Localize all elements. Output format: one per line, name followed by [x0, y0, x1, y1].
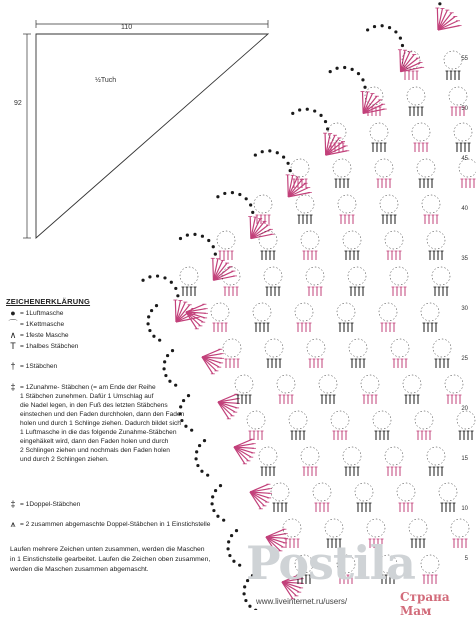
chain-dot: [326, 127, 329, 130]
chain-loop: [427, 231, 445, 249]
chain-loop: [421, 303, 439, 321]
chain-loop: [211, 303, 229, 321]
chain-dot: [203, 439, 206, 442]
legend-item-half-double: T = 1halbes Stäbchen: [6, 342, 78, 351]
chain-dot: [313, 109, 316, 112]
double-treble-together-icon: ⩚: [10, 519, 16, 529]
chain-loop: [289, 411, 307, 429]
chain-dot: [238, 193, 241, 196]
chain-loop: [265, 339, 283, 357]
row-number: 5: [464, 556, 468, 562]
chain-dot: [141, 279, 144, 282]
treble-crochet-icon: ‡: [10, 499, 16, 509]
chain-dot: [232, 560, 235, 563]
chain-dot: [388, 26, 391, 29]
chain-loop: [319, 375, 337, 393]
chain-loop: [373, 411, 391, 429]
chain-dot: [438, 2, 441, 5]
fan-stitch: [250, 217, 251, 239]
chain-loop: [439, 483, 457, 501]
chain-loop: [412, 123, 430, 141]
chain-dot: [381, 24, 384, 27]
chain-dot: [186, 234, 189, 237]
chain-loop: [247, 411, 265, 429]
chain-loop: [328, 123, 346, 141]
legend-item-treble-together: ⩚ = 2 zusammen abgemaschte Doppel-Stäbchen in 1 Einstichstelle: [6, 520, 210, 529]
fan-stitch: [213, 258, 214, 280]
chain-dot: [200, 470, 203, 473]
chain-loop: [254, 195, 272, 213]
chain-loop: [365, 87, 383, 105]
chain-dot: [184, 425, 187, 428]
row-number: 50: [461, 106, 468, 112]
height-label: 92: [14, 100, 22, 107]
chain-dot: [214, 489, 217, 492]
chain-loop: [333, 159, 351, 177]
chain-loop: [223, 339, 241, 357]
row-number: 45: [461, 156, 468, 162]
single-crochet-icon: ∧: [9, 330, 17, 340]
fan-stitch: [400, 50, 401, 72]
chain-dot: [212, 509, 215, 512]
chain-dot: [343, 66, 346, 69]
increase-double-crochet-icon: ‡: [10, 382, 16, 392]
chain-dot: [254, 153, 257, 156]
fan-stitch: [363, 91, 364, 113]
row-number: 10: [461, 506, 468, 512]
chain-loop: [355, 483, 373, 501]
chain-dot: [319, 114, 322, 117]
chain-dot: [249, 203, 252, 206]
legend-item-single: ∧ = 1feste Masche: [6, 331, 69, 340]
chain-loop: [385, 231, 403, 249]
chain-dot: [164, 374, 167, 377]
chain-dot: [242, 592, 245, 595]
chain-loop: [417, 159, 435, 177]
chain-dot: [329, 70, 332, 73]
chain-dot: [148, 329, 151, 332]
chain-dot: [193, 233, 196, 236]
chain-dot: [222, 519, 225, 522]
chain-loop: [445, 375, 463, 393]
chain-dot: [187, 394, 190, 397]
chain-loop: [361, 375, 379, 393]
chain-loop: [222, 267, 240, 285]
chain-loop: [264, 267, 282, 285]
chain-dot: [282, 155, 285, 158]
chain-loop: [375, 159, 393, 177]
chain-loop: [271, 483, 289, 501]
postila-logo: Postila: [246, 536, 415, 590]
chain-dot: [150, 309, 153, 312]
chain-loop: [422, 195, 440, 213]
chain-dot: [211, 495, 214, 498]
chain-loop: [427, 447, 445, 465]
chain-dot: [195, 450, 198, 453]
legend-item-double: † = 1Stäbchen: [6, 362, 57, 371]
chain-loop: [313, 483, 331, 501]
row-number: 35: [461, 256, 468, 262]
chain-dot: [210, 502, 213, 505]
chain-dot: [170, 281, 173, 284]
chain-loop: [391, 339, 409, 357]
chain-dot: [351, 68, 354, 71]
chain-dot: [223, 192, 226, 195]
chain-loop: [325, 519, 343, 537]
double-crochet-icon: †: [10, 361, 16, 371]
chain-dot: [286, 162, 289, 165]
legend-title: ZEICHENERKLÄRUNG: [6, 297, 91, 306]
chain-dot: [244, 599, 247, 602]
chain-loop: [217, 231, 235, 249]
chain-dot: [291, 112, 294, 115]
chain-dot: [162, 367, 165, 370]
chain-dot: [212, 245, 215, 248]
chain-loop: [403, 375, 421, 393]
chain-dot: [219, 484, 222, 487]
chain-loop: [407, 87, 425, 105]
chain-dot: [230, 534, 233, 537]
chain-loop: [444, 51, 462, 69]
chain-loop: [349, 339, 367, 357]
chain-dot: [366, 28, 369, 31]
chain-dot: [147, 315, 150, 318]
chain-loop: [253, 303, 271, 321]
chain-dot: [196, 464, 199, 467]
row-number: 25: [461, 356, 468, 362]
legend-item-increase: ‡ = 1Zunahme- Stäbchen (= am Ende der Reihe 1 Stäbchen zunehmen. Dafür 1 Umschlag auf die Nadel legen, in den Fuß des letzten Stäbchens einstechen und den Faden durchholen, dann den Faden holen und durch 1 Schlinge ziehen. Dadurch bildet sich 1 Luftmasche in die das folgende Zunahme-Stäbchen eingehäkelt wird, dann den Faden holen und durch 2 Schlingen ziehen und nochmals den Faden holen und durch 2 Schlingen ziehen.: [6, 383, 184, 464]
chain-loop: [379, 303, 397, 321]
chain-dot: [298, 108, 301, 111]
chain-dot: [361, 78, 364, 81]
chain-loop: [449, 87, 467, 105]
chain-dot: [166, 354, 169, 357]
chain-dot: [156, 274, 159, 277]
chain-loop: [259, 231, 277, 249]
chain-loop: [454, 123, 472, 141]
fan-stitch: [288, 175, 289, 197]
chain-loop: [259, 447, 277, 465]
chain-dot: [171, 349, 174, 352]
chain-dot: [163, 360, 166, 363]
chain-dot: [174, 287, 177, 290]
chain-dot: [226, 547, 229, 550]
row-number: 40: [461, 206, 468, 212]
chain-dot: [190, 429, 193, 432]
chain-dot: [228, 554, 231, 557]
chain-loop: [451, 519, 469, 537]
chain-loop: [301, 231, 319, 249]
chain-loop: [283, 519, 301, 537]
chain-loop: [370, 123, 388, 141]
chain-loop: [367, 519, 385, 537]
width-label: 110: [121, 24, 133, 31]
chain-dot: [216, 195, 219, 198]
chain-loop: [415, 411, 433, 429]
chain-dot: [198, 444, 201, 447]
chain-loop: [337, 303, 355, 321]
chain-loop: [331, 411, 349, 429]
chain-dot: [335, 67, 338, 70]
legend-item-chain: ● = 1Luftmasche: [6, 309, 63, 318]
chain-loop: [277, 375, 295, 393]
chain-dot: [214, 252, 217, 255]
chain-stitch-icon: ●: [10, 308, 16, 318]
chain-dot: [251, 211, 254, 214]
chain-dot: [324, 120, 327, 123]
chain-dot: [245, 197, 248, 200]
chain-dot: [231, 191, 234, 194]
legend-item-slip: ⌒ = 1Kettmasche: [6, 320, 64, 329]
chain-dot: [216, 515, 219, 518]
chain-dot: [363, 86, 366, 89]
chain-loop: [380, 195, 398, 213]
row-number: 30: [461, 306, 468, 312]
fan-stitch: [437, 8, 438, 30]
half-double-crochet-icon: T: [10, 341, 16, 351]
legend-item-treble: ‡ = 1Doppel-Stäbchen: [6, 500, 80, 509]
chain-loop: [409, 519, 427, 537]
row-number: 15: [461, 456, 468, 462]
chain-loop: [390, 267, 408, 285]
chain-dot: [399, 37, 402, 40]
chain-dot: [276, 151, 279, 154]
chain-dot: [163, 276, 166, 279]
chain-loop: [433, 339, 451, 357]
chain-dot: [206, 474, 209, 477]
chain-dot: [306, 108, 309, 111]
chain-loop: [338, 195, 356, 213]
chain-loop: [291, 159, 309, 177]
chain-dot: [238, 564, 241, 567]
chain-loop: [235, 375, 253, 393]
chain-dot: [401, 44, 404, 47]
strana-mam-logo: Страна Мам: [400, 590, 450, 618]
chain-dot: [373, 25, 376, 28]
chain-dot: [268, 149, 271, 152]
chain-dot: [261, 150, 264, 153]
chain-loop: [432, 267, 450, 285]
chain-dot: [194, 457, 197, 460]
chain-dot: [148, 275, 151, 278]
fan-stitch: [325, 133, 326, 155]
slip-stitch-icon: ⌒: [8, 319, 18, 329]
chain-loop: [296, 195, 314, 213]
chain-dot: [146, 322, 149, 325]
chain-loop: [307, 339, 325, 357]
row-number: 55: [461, 56, 468, 62]
row-number: 20: [461, 406, 468, 412]
chain-dot: [158, 339, 161, 342]
chain-loop: [385, 447, 403, 465]
chain-loop: [301, 447, 319, 465]
chain-dot: [227, 540, 230, 543]
source-url: www.liveinternet.ru/users/: [256, 597, 348, 606]
chain-dot: [152, 335, 155, 338]
chain-loop: [343, 231, 361, 249]
chain-dot: [179, 237, 182, 240]
chain-dot: [201, 235, 204, 238]
chain-dot: [394, 30, 397, 33]
chain-loop: [457, 411, 475, 429]
shape-label: ½Tuch: [95, 77, 117, 84]
chain-loop: [295, 303, 313, 321]
chain-dot: [357, 72, 360, 75]
chain-dot: [235, 529, 238, 532]
chain-loop: [397, 483, 415, 501]
chain-dot: [207, 239, 210, 242]
legend-note: Laufen mehrere Zeichen unten zusammen, werden die Maschen in 1 Einstichstelle gearbeitet. Laufen die Zeichen oben zusammen, werden die Maschen zusammen abgemascht.: [10, 546, 211, 573]
chain-loop: [348, 267, 366, 285]
chain-loop: [306, 267, 324, 285]
chain-dot: [155, 304, 158, 307]
crochet-chart: [140, 0, 476, 610]
chain-dot: [176, 294, 179, 297]
chain-loop: [421, 555, 439, 573]
chain-loop: [180, 267, 198, 285]
chain-dot: [248, 605, 251, 608]
fan-stitch: [175, 300, 176, 322]
chain-loop: [343, 447, 361, 465]
